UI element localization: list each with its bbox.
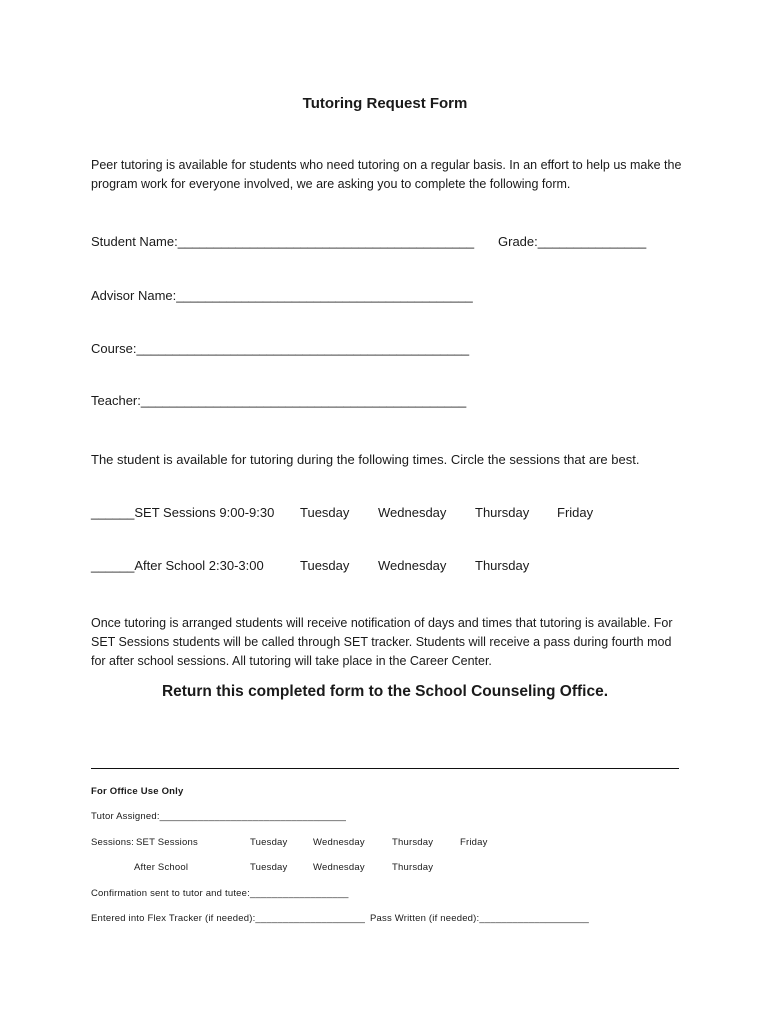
set-sessions-label[interactable]: ______SET Sessions 9:00-9:30 [91,505,275,520]
after-day-tuesday[interactable]: Tuesday [300,558,350,573]
office-set-sessions: SET Sessions [136,837,198,848]
office-set-friday[interactable]: Friday [460,837,488,848]
office-set-wednesday[interactable]: Wednesday [313,837,365,848]
form-title: Tutoring Request Form [302,95,468,112]
availability-instructions: The student is available for tutoring during the following times. Circle the sessions that are best. [91,452,640,467]
intro-paragraph: Peer tutoring is available for students who need tutoring on a regular basis. In an effort to help us make the program work for everyone involved, we are asking you to complete the following form. [91,158,682,191]
office-use-heading: For Office Use Only [91,786,184,797]
set-day-thursday[interactable]: Thursday [475,505,530,520]
office-set-tuesday[interactable]: Tuesday [250,837,288,848]
pass-written-field[interactable]: Pass Written (if needed):____________________ [370,913,590,924]
office-after-school: After School [134,862,189,873]
set-day-friday[interactable]: Friday [557,505,594,520]
tutor-assigned-field[interactable]: Tutor Assigned:__________________________________ [91,811,347,822]
return-instruction: Return this completed form to the School Counseling Office. [161,683,609,700]
advisor-name-field[interactable]: Advisor Name:_________________________________________ [91,288,473,303]
set-day-wednesday[interactable]: Wednesday [378,505,447,520]
office-set-thursday[interactable]: Thursday [392,837,434,848]
set-day-tuesday[interactable]: Tuesday [300,505,350,520]
confirmation-field[interactable]: Confirmation sent to tutor and tutee:__________________ [91,888,349,899]
office-sessions-label: Sessions: [91,837,134,848]
office-after-thursday[interactable]: Thursday [392,862,434,873]
section-divider [91,768,679,769]
student-name-field[interactable]: Student Name:_________________________________________ [91,234,475,249]
teacher-field[interactable]: Teacher:_____________________________________________ [91,393,467,408]
office-after-wednesday[interactable]: Wednesday [313,862,365,873]
flex-tracker-field[interactable]: Entered into Flex Tracker (if needed):____________________ [91,913,366,924]
after-day-wednesday[interactable]: Wednesday [378,558,447,573]
notice-paragraph: Once tutoring is arranged students will receive notification of days and times that tutoring is available. For SET Sessions students will be called through SET tracker. Students will receive a pass during fourth mod for after school sessions. All tutoring will take place in the Career Center. [91,616,673,668]
office-after-tuesday[interactable]: Tuesday [250,862,288,873]
grade-field[interactable]: Grade:_______________ [498,234,647,249]
after-day-thursday[interactable]: Thursday [475,558,530,573]
after-school-label[interactable]: ______After School 2:30-3:00 [91,558,264,573]
course-field[interactable]: Course:______________________________________________ [91,341,470,356]
